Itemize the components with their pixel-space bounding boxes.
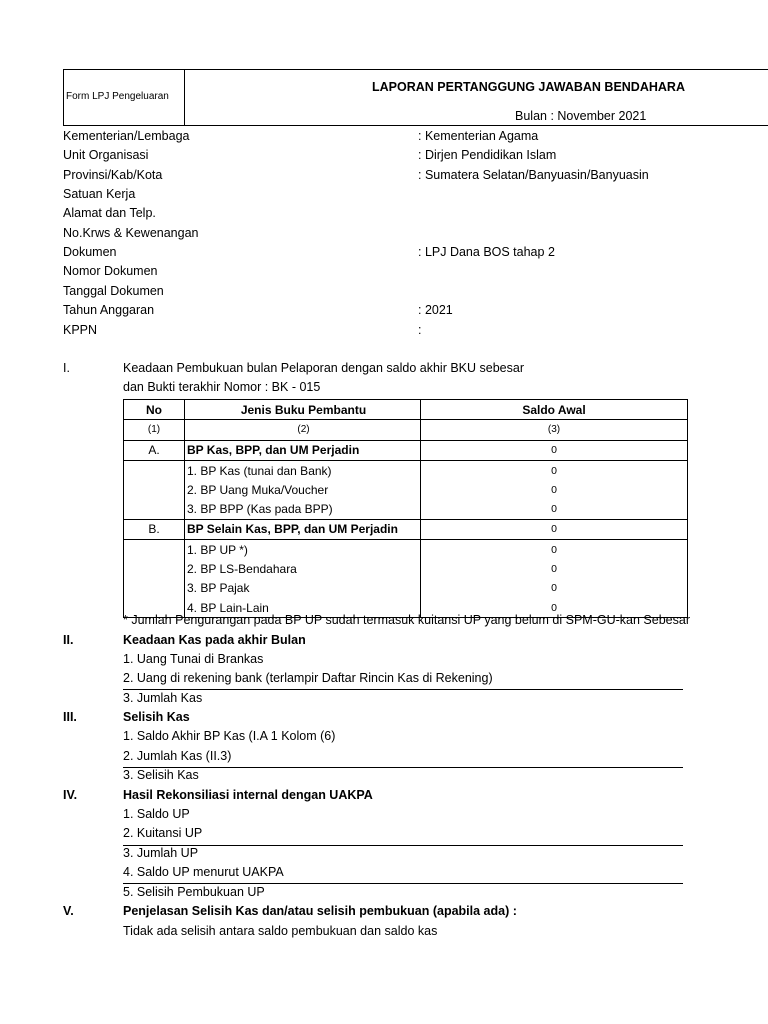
section-number: III. [63, 710, 77, 724]
item-value: 0 [421, 499, 688, 519]
item-value: 0 [421, 480, 688, 499]
section4-title: Hasil Rekonsiliasi internal dengan UAKPA [123, 788, 373, 802]
sum-line [123, 883, 683, 884]
column-number-row [124, 420, 688, 440]
info-label: Kementerian/Lembaga [63, 129, 190, 143]
info-value: : 2021 [418, 303, 453, 317]
section3-title: Selisih Kas [123, 710, 190, 724]
table-header-row [124, 400, 688, 420]
info-value: : Dirjen Pendidikan Islam [418, 148, 557, 162]
info-label: Unit Organisasi [63, 148, 149, 162]
info-value: : Kementerian Agama [418, 129, 539, 143]
list-item: 4. Saldo UP menurut UAKPA [123, 865, 284, 879]
column-number: (3) [421, 420, 688, 440]
info-label: Provinsi/Kab/Kota [63, 168, 163, 182]
list-item: 1. Uang Tunai di Brankas [123, 652, 264, 666]
list-item: 3. Selisih Kas [123, 768, 199, 782]
item-value: 0 [421, 540, 688, 560]
footnote: * Jumlah Pengurangan pada BP UP sudah termasuk kuitansi UP yang belum di SPM-GU-kan Sebesar [123, 613, 690, 627]
column-header-no: No [124, 400, 185, 420]
info-value: : Sumatera Selatan/Banyuasin/Banyuasin [418, 168, 649, 182]
table-row [124, 460, 688, 480]
list-item: 2. Kuitansi UP [123, 826, 203, 840]
info-label: No.Krws & Kewenangan [63, 226, 199, 240]
info-label: Tanggal Dokumen [63, 284, 164, 298]
table-row [124, 579, 688, 598]
info-value: : [418, 323, 422, 337]
column-header-jenis: Jenis Buku Pembantu [185, 400, 421, 420]
list-item: 2. Uang di rekening bank (terlampir Daftar Rincin Kas di Rekening) [123, 671, 493, 685]
sum-line [123, 689, 683, 690]
group-value: 0 [421, 440, 688, 460]
table-group-row [124, 440, 688, 460]
column-header-saldo: Saldo Awal [421, 400, 688, 420]
section-number: II. [63, 633, 74, 647]
table-row [124, 540, 688, 560]
section5-title: Penjelasan Selisih Kas dan/atau selisih pembukuan (apabila ada) : [123, 904, 517, 918]
report-month: Bulan : November 2021 [515, 109, 647, 123]
item-value: 0 [421, 579, 688, 598]
group-value: 0 [421, 519, 688, 539]
group-code: A. [124, 440, 185, 460]
group-label: BP Kas, BPP, dan UM Perjadin [185, 440, 421, 460]
item-label: 1. BP UP *) [185, 540, 421, 560]
section-number: I. [63, 361, 70, 375]
item-label: 2. BP Uang Muka/Voucher [185, 480, 421, 499]
sum-line [123, 767, 683, 768]
info-label: Alamat dan Telp. [63, 206, 156, 220]
item-value: 0 [421, 598, 688, 618]
info-label: KPPN [63, 323, 98, 337]
report-title: LAPORAN PERTANGGUNG JAWABAN BENDAHARA [372, 80, 685, 94]
list-item: 2. Jumlah Kas (II.3) [123, 749, 232, 763]
buku-pembantu-table [123, 399, 688, 618]
column-number: (2) [185, 420, 421, 440]
table-group-row [124, 519, 688, 539]
list-item: 1. Saldo UP [123, 807, 190, 821]
list-item: 3. Jumlah UP [123, 846, 199, 860]
item-label: 3. BP BPP (Kas pada BPP) [185, 499, 421, 519]
section1-line2: dan Bukti terakhir Nomor : BK - 015 [123, 380, 321, 394]
sum-line [123, 845, 683, 846]
item-label: 3. BP Pajak [185, 579, 421, 598]
table-row [124, 559, 688, 578]
item-value: 0 [421, 559, 688, 578]
info-label: Satuan Kerja [63, 187, 136, 201]
list-item: 5. Selisih Pembukuan UP [123, 885, 265, 899]
group-code: B. [124, 519, 185, 539]
item-label: 4. BP Lain-Lain [185, 598, 421, 618]
section-number: IV. [63, 788, 78, 802]
form-label: Form LPJ Pengeluaran [66, 91, 169, 102]
section-number: V. [63, 904, 74, 918]
column-number: (1) [124, 420, 185, 440]
group-label: BP Selain Kas, BPP, dan UM Perjadin [185, 519, 421, 539]
item-value: 0 [421, 460, 688, 480]
list-item: 1. Saldo Akhir BP Kas (I.A 1 Kolom (6) [123, 729, 336, 743]
header-divider [184, 69, 185, 126]
info-label: Tahun Anggaran [63, 303, 155, 317]
info-label: Nomor Dokumen [63, 264, 158, 278]
section5-text: Tidak ada selisih antara saldo pembukuan dan saldo kas [123, 924, 438, 938]
table-row [124, 499, 688, 519]
list-item: 3. Jumlah Kas [123, 691, 203, 705]
info-label: Dokumen [63, 245, 117, 259]
section1-line1: Keadaan Pembukuan bulan Pelaporan dengan saldo akhir BKU sebesar [123, 361, 524, 375]
section2-title: Keadaan Kas pada akhir Bulan [123, 633, 306, 647]
item-label: 1. BP Kas (tunai dan Bank) [185, 460, 421, 480]
info-value: : LPJ Dana BOS tahap 2 [418, 245, 555, 259]
item-label: 2. BP LS-Bendahara [185, 559, 421, 578]
table-row [124, 480, 688, 499]
